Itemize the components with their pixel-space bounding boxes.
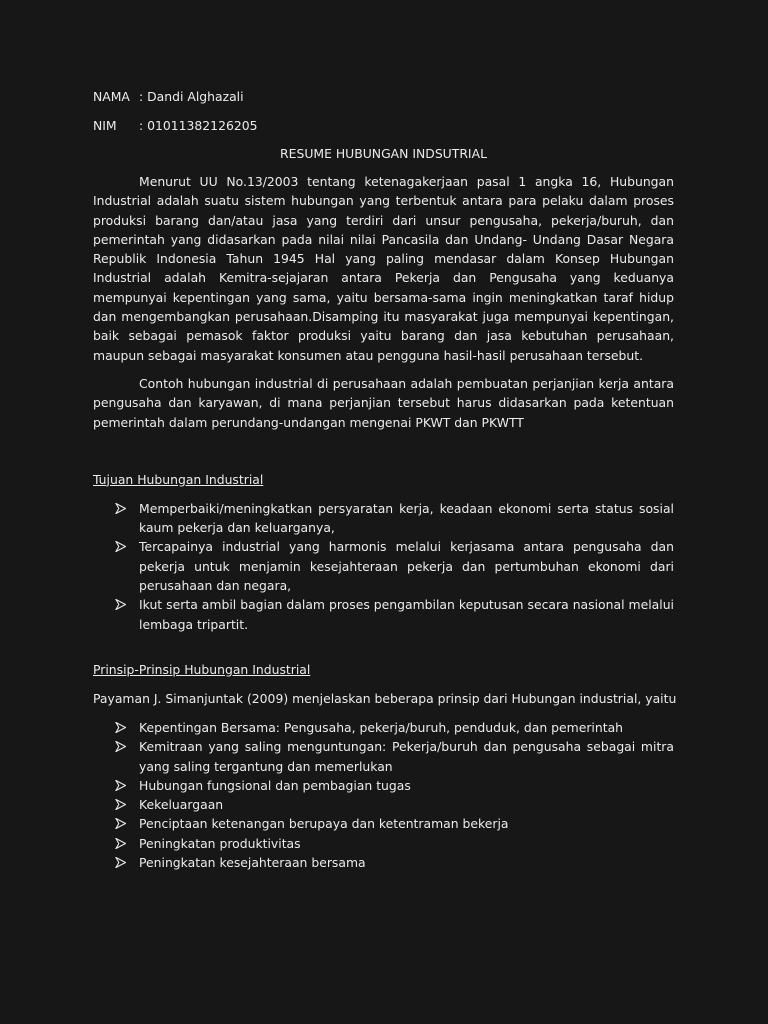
list-item [93,776,674,795]
arrow-bullet-icon [115,718,129,737]
list-item-text: Penciptaan ketenangan berupaya dan ketentraman bekerja [139,816,509,832]
tujuan-list [93,499,674,634]
list-item [93,834,674,853]
list-item [93,499,674,538]
list-item [93,537,674,595]
section-heading-prinsip: Prinsip-Prinsip Hubungan Industrial [93,661,311,677]
arrow-bullet-icon [115,776,129,795]
list-item-text: Peningkatan produktivitas [139,835,301,851]
list-item-text: Hubungan fungsional dan pembagian tugas [139,777,411,793]
list-item-text: Memperbaiki/meningkatkan persyaratan kerja, keadaan ekonomi serta status sosial kaum pekerja dan keluarganya, [139,500,674,536]
list-item-text: Ikut serta ambil bagian dalam proses pengambilan keputusan secara nasional melalui lembaga tripartit. [139,597,674,632]
arrow-bullet-icon [115,834,129,853]
list-item [93,718,674,737]
list-item-text: Kepentingan Bersama: Pengusaha, pekerja/buruh, penduduk, dan pemerintah [139,719,624,735]
arrow-bullet-icon [115,853,129,872]
arrow-bullet-icon [115,814,129,833]
list-item [93,795,674,814]
arrow-bullet-icon [115,795,129,814]
nim-label: NIM [93,118,117,133]
arrow-bullet-icon [115,737,129,756]
paragraph-example: Contoh hubungan industrial di perusahaan adalah pembuatan perjanjian kerja antara pengusaha dan karyawan, di mana perjanjian tersebut harus didasarkan pada ketentuan pemerintah dalam perundang-undangan mengenai PKWT dan PKWTT [93,375,674,430]
name-label: NAMA [93,89,130,104]
arrow-bullet-icon [115,537,129,556]
list-item [93,853,674,872]
document-page [93,87,677,872]
arrow-bullet-icon [115,499,129,518]
section-intro: Payaman J. Simanjuntak (2009) menjelaskan beberapa prinsip dari Hubungan industrial, yaitu [93,690,677,706]
arrow-bullet-icon [115,595,129,614]
paragraph-definition: Menurut UU No.13/2003 tentang ketenagakerjaan pasal 1 angka 16, Hubungan Industrial adalah suatu sistem hubungan yang terbentuk antara para pelaku dalam proses produksi barang dan/atau jasa yang terdiri dari unsur pengusaha, pekerja/buruh, dan pemerintah yang didasarkan pada nilai nilai Pancasila dan Undang- Undang Dasar Negara Republik Indonesia Tahun 1945 Hal yang paling mendasar dalam Konsep Hubungan Industrial adalah Kemitra-sejajaran antara Pekerja dan Pengusaha yang keduanya mempunyai kepentingan yang sama, yaitu bersama-sama ingin meningkatkan taraf hidup dan mengembangkan perusahaan.Disamping itu masyarakat juga mempunyai kepentingan, baik sebagai pemasok faktor produksi yaitu barang dan jasa kebutuhan perusahaan, maupun sebagai masyarakat konsumen atau pengguna hasil-hasil perusahaan tersebut. [93,174,674,363]
name-value: : Dandi Alghazali [139,89,244,104]
list-item-text: Tercapainya industrial yang harmonis melalui kerjasama antara pengusaha dan pekerja untuk menjamin kesejahteraan pekerja dan pertumbuhan ekonomi dari perusahaan dan negara, [139,539,674,594]
list-item [93,814,674,833]
nim-value: : 01011382126205 [139,118,258,133]
section-heading-tujuan: Tujuan Hubungan Industrial [93,471,264,487]
document-title: RESUME HUBUNGAN INDSUTRIAL [280,146,487,161]
prinsip-list [93,718,674,872]
list-item-text: Kekeluargaan [139,797,224,813]
list-item [93,595,674,634]
nim-row [93,116,674,135]
list-item-text: Peningkatan kesejahteraan bersama [139,855,366,871]
list-item [93,737,674,776]
name-row [93,87,674,106]
list-item-text: Kemitraan yang saling menguntungan: Pekerja/buruh dan pengusaha sebagai mitra yang saling tergantung dan memerlukan [139,739,674,774]
